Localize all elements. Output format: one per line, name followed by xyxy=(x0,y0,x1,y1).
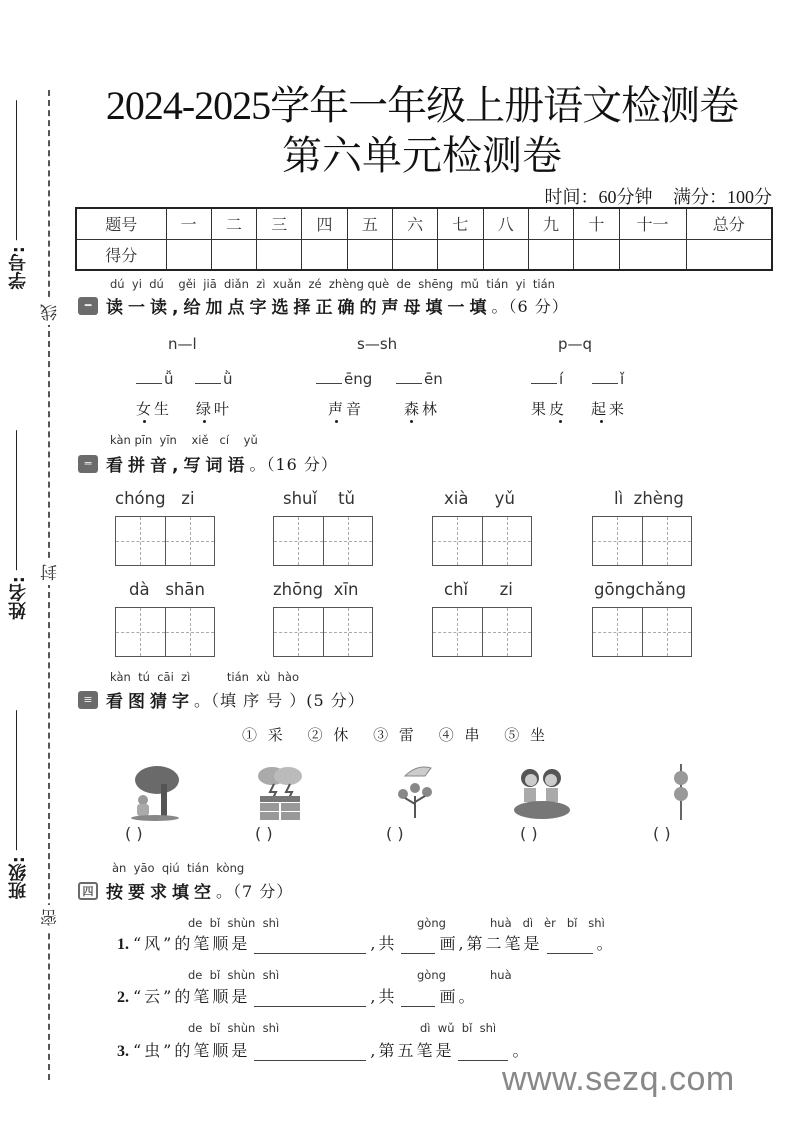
section3-badge-icon: ≡ xyxy=(78,691,98,709)
grid-pinyin: shuǐ tǔ xyxy=(283,489,356,508)
col-header: 六 xyxy=(392,208,437,239)
emphasis-dot xyxy=(559,420,562,423)
answer-blank[interactable] xyxy=(401,936,435,954)
blank-pinyin[interactable]: ǜ xyxy=(195,370,233,388)
score-cell[interactable] xyxy=(392,239,437,270)
exam-meta xyxy=(529,183,773,209)
page-subtitle: 第六单元检测卷 xyxy=(282,133,562,178)
score-cell[interactable] xyxy=(438,239,483,270)
tianzi-grid[interactable] xyxy=(273,607,373,657)
section1-pinyin: dú yi dú gěi jiā diǎn zì xuǎn zé zhèng què de shēng mǔ tián yi tián xyxy=(110,277,555,291)
q4-question-1 xyxy=(117,931,616,954)
question-number-label: 题号 xyxy=(76,208,166,239)
question-text: ,共 xyxy=(370,987,398,1006)
two-children-sitting-icon xyxy=(512,762,572,822)
question-text: 画。 xyxy=(439,987,478,1006)
exam-full-score: 满分：100分 xyxy=(673,187,772,207)
score-cell[interactable] xyxy=(347,239,392,270)
word: 果皮 xyxy=(531,400,568,418)
col-header: 一 xyxy=(166,208,211,239)
grid-pinyin: lì zhèng xyxy=(614,489,684,508)
emphasis-dot xyxy=(143,420,146,423)
blank-pinyin[interactable]: í xyxy=(531,370,563,388)
question-number: 2. xyxy=(117,989,129,1006)
section1-title: 读一读,给加点字选择正确的声母填一填 xyxy=(106,298,492,318)
option: ⑤ 坐 xyxy=(504,726,546,744)
initial-pair: s—sh xyxy=(357,335,398,353)
col-header: 十一 xyxy=(619,208,686,239)
section2-score: 。（16 分） xyxy=(249,455,338,474)
q1-pinyin-a: de bǐ shùn shì xyxy=(188,916,280,930)
seal-word-feng: 封 xyxy=(38,560,63,585)
section4-header xyxy=(78,878,293,903)
person-under-tree-icon xyxy=(125,762,185,822)
score-cell[interactable] xyxy=(528,239,573,270)
question-text: 。 xyxy=(596,934,616,953)
section2-badge-icon: ═ xyxy=(78,455,98,473)
score-cell[interactable] xyxy=(257,239,302,270)
answer-blank[interactable] xyxy=(254,1043,366,1061)
student-id-field[interactable] xyxy=(6,100,32,289)
word: 森林 xyxy=(404,400,441,418)
tianzi-grid[interactable] xyxy=(432,516,532,566)
section2-header xyxy=(78,451,338,476)
q1-pinyin-c: huà dì èr bǐ shì xyxy=(490,916,605,930)
tianzi-grid[interactable] xyxy=(115,516,215,566)
initial-pair: p—q xyxy=(558,335,593,353)
q4-question-3 xyxy=(117,1038,531,1061)
skewer-of-balls-icon xyxy=(651,762,711,822)
section2-pinyin: kàn pīn yīn xiě cí yǔ xyxy=(110,433,258,447)
option: ① 采 xyxy=(242,726,283,744)
word: 绿叶 xyxy=(196,400,233,418)
tianzi-grid[interactable] xyxy=(115,607,215,657)
word: 起来 xyxy=(591,400,628,418)
answer-paren[interactable]: ( ) xyxy=(255,824,273,843)
section1-score: 。（6 分） xyxy=(491,297,569,316)
score-cell[interactable] xyxy=(211,239,256,270)
col-header: 三 xyxy=(257,208,302,239)
page-title: 2024-2025学年一年级上册语文检测卷 xyxy=(105,83,739,128)
answer-blank[interactable] xyxy=(401,989,435,1007)
answer-paren[interactable]: ( ) xyxy=(125,824,143,843)
watermark: www.sezq.com xyxy=(502,1060,735,1098)
blank-pinyin[interactable]: ǚ xyxy=(136,370,174,388)
thundercloud-over-field-icon xyxy=(250,762,310,822)
answer-blank[interactable] xyxy=(547,936,593,954)
tianzi-grid[interactable] xyxy=(592,607,692,657)
col-header: 九 xyxy=(528,208,573,239)
q1-pinyin-b: gòng xyxy=(417,916,446,930)
col-header: 八 xyxy=(483,208,528,239)
word: 女生 xyxy=(136,400,173,418)
question-text: 。 xyxy=(512,1041,532,1060)
emphasis-dot xyxy=(410,420,413,423)
q3-pinyin-b: dì wǔ bǐ shì xyxy=(420,1021,497,1035)
score-cell[interactable] xyxy=(302,239,347,270)
q3-pinyin-a: de bǐ shùn shì xyxy=(188,1021,280,1035)
score-table-header-row xyxy=(76,208,772,239)
section1-badge-icon: ━ xyxy=(78,297,98,315)
exam-time: 时间：60分钟 xyxy=(544,187,653,207)
score-cell[interactable] xyxy=(619,239,686,270)
col-header: 十 xyxy=(574,208,619,239)
col-header: 七 xyxy=(438,208,483,239)
grid-pinyin: chóng zi xyxy=(115,489,195,508)
section4-badge-icon: 四 xyxy=(78,882,98,900)
emphasis-dot xyxy=(600,420,603,423)
tianzi-grid[interactable] xyxy=(273,516,373,566)
answer-paren[interactable]: ( ) xyxy=(653,824,671,843)
score-table xyxy=(75,207,773,271)
emphasis-dot xyxy=(203,420,206,423)
question-text: ,第五笔是 xyxy=(370,1041,455,1060)
grid-pinyin: dà shān xyxy=(129,580,205,599)
section3-header xyxy=(78,687,365,712)
answer-paren[interactable]: ( ) xyxy=(520,824,538,843)
answer-paren[interactable]: ( ) xyxy=(386,824,404,843)
answer-blank[interactable] xyxy=(254,936,366,954)
blank-pinyin[interactable]: ēng xyxy=(316,370,372,388)
name-label: 姓名: xyxy=(8,576,29,620)
word: 声音 xyxy=(328,400,365,418)
grid-pinyin: chǐ zi xyxy=(444,580,513,599)
q2-pinyin-a: de bǐ shùn shì xyxy=(188,968,280,982)
section4-pinyin: àn yāo qiú tián kòng xyxy=(112,861,245,875)
question-text: 画,第二笔是 xyxy=(439,934,543,953)
question-text: “云”的笔顺是 xyxy=(133,987,251,1006)
class-field[interactable] xyxy=(6,710,32,899)
question-number: 3. xyxy=(117,1043,129,1060)
grid-pinyin: gōngchǎng xyxy=(594,580,687,599)
question-text: ,共 xyxy=(370,934,398,953)
score-cell[interactable] xyxy=(483,239,528,270)
option: ③ 雷 xyxy=(373,726,414,744)
class-label: 班级: xyxy=(8,856,29,900)
section3-title: 看图猜字 xyxy=(106,692,194,712)
q2-pinyin-c: huà xyxy=(490,968,512,982)
blank-pinyin[interactable]: ǐ xyxy=(592,370,624,388)
score-cell-total[interactable] xyxy=(686,239,772,270)
tianzi-grid[interactable] xyxy=(592,516,692,566)
score-cell[interactable] xyxy=(166,239,211,270)
grid-pinyin: zhōng xīn xyxy=(273,580,359,599)
col-header: 五 xyxy=(347,208,392,239)
score-table-score-row xyxy=(76,239,772,270)
student-id-label: 学号: xyxy=(8,246,29,290)
blank-pinyin[interactable]: ēn xyxy=(396,370,443,388)
initial-pair: n—l xyxy=(168,335,197,353)
q4-question-2 xyxy=(117,984,477,1007)
score-label: 得分 xyxy=(76,239,166,270)
grid-pinyin: xià yǔ xyxy=(444,489,515,508)
name-field[interactable] xyxy=(6,430,32,619)
section3-pinyin: kàn tú cāi zì tián xù hào xyxy=(110,670,300,684)
answer-options xyxy=(242,724,559,745)
section2-title: 看拼音,写词语 xyxy=(106,456,250,476)
tianzi-grid[interactable] xyxy=(432,607,532,657)
question-text: “虫”的笔顺是 xyxy=(133,1041,251,1060)
section1-header xyxy=(78,293,569,318)
answer-blank[interactable] xyxy=(458,1043,508,1061)
option: ④ 串 xyxy=(438,726,480,744)
option: ② 休 xyxy=(307,726,349,744)
score-cell[interactable] xyxy=(574,239,619,270)
question-text: “风”的笔顺是 xyxy=(133,934,251,953)
binding-dashed-line xyxy=(48,90,50,1080)
col-header-total: 总分 xyxy=(686,208,772,239)
seal-word-mi: 密 xyxy=(38,905,63,930)
seal-word-xian: 线 xyxy=(38,300,63,325)
question-number: 1. xyxy=(117,936,129,953)
section4-score: 。（7 分） xyxy=(216,882,294,901)
q2-pinyin-b: gòng xyxy=(417,968,446,982)
emphasis-dot xyxy=(335,420,338,423)
hand-picking-fruit-icon xyxy=(385,762,445,822)
answer-blank[interactable] xyxy=(254,989,366,1007)
section3-score: 。（填 序 号 ）(5 分） xyxy=(194,691,365,710)
section4-title: 按要求填空 xyxy=(106,883,216,903)
col-header: 二 xyxy=(211,208,256,239)
col-header: 四 xyxy=(302,208,347,239)
